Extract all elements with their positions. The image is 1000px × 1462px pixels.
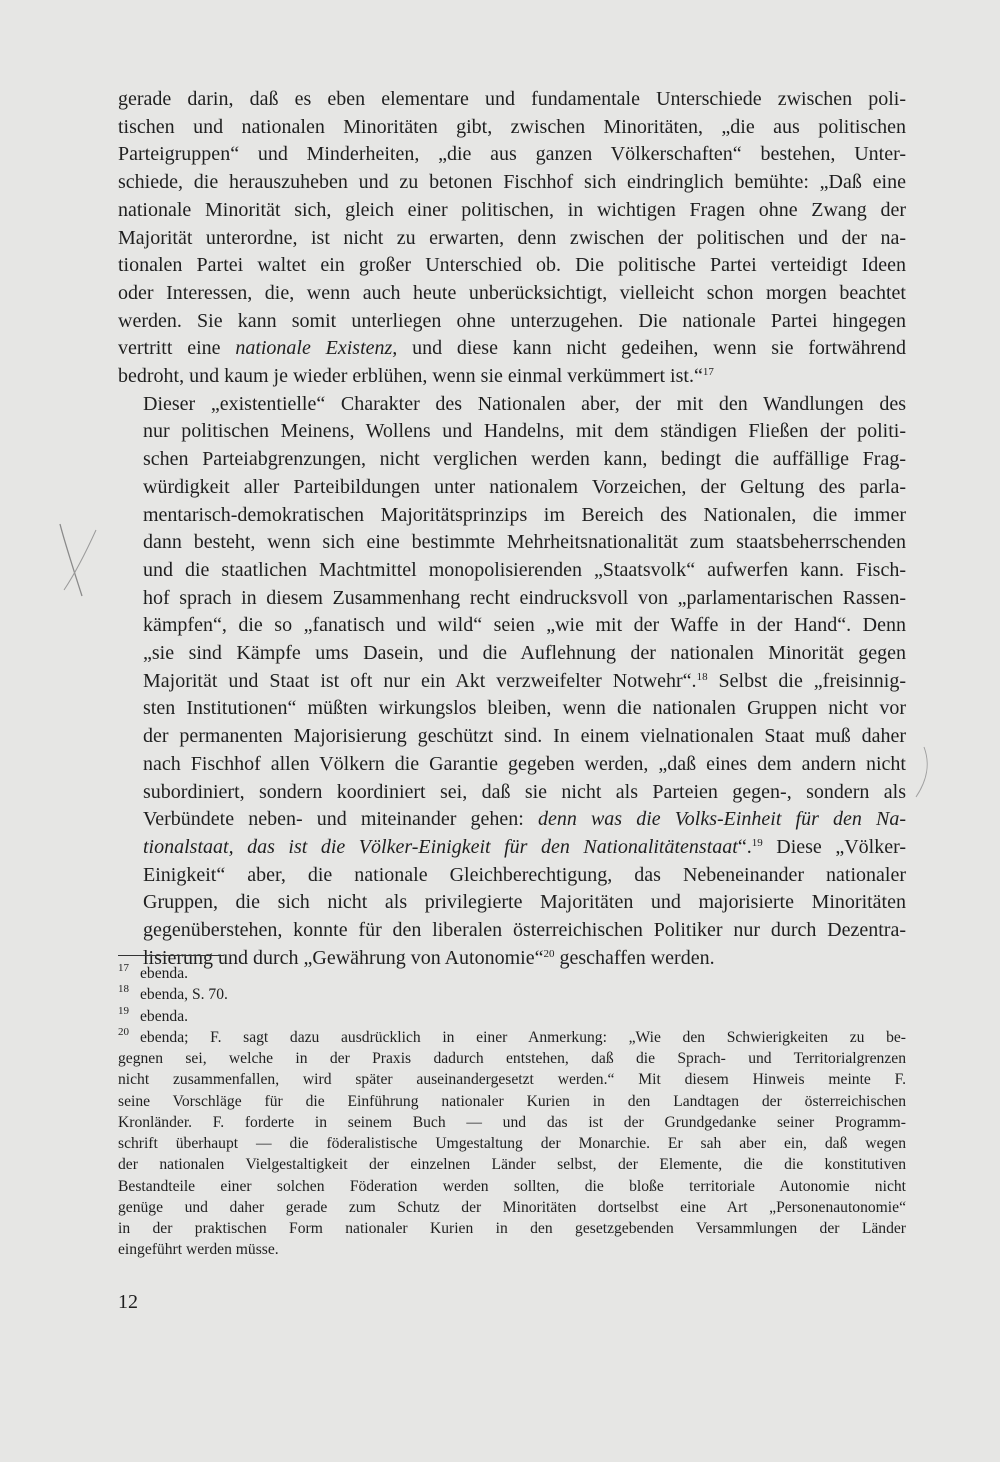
text-segment: Selbst die „freisinnig- bbox=[707, 669, 906, 692]
pencil-bracket-mark-icon bbox=[906, 745, 936, 805]
footnote-line: $^{18}$ ebenda, S. 70. bbox=[118, 983, 228, 1004]
footnote-line: nicht zusammenfallen, wird später auseinandergesetzt werden.“ Mit diesem Hinweis meinte F. bbox=[118, 1071, 906, 1089]
footnote-18 bbox=[118, 984, 906, 1005]
text-line bbox=[118, 806, 906, 834]
text-line: gerade darin, daß es eben elementare und fundamentale Unterschiede zwischen poli- bbox=[118, 88, 906, 110]
text-line: nur politischen Meinens, Wollens und Handelns, mit dem ständigen Fließen der politi- bbox=[143, 420, 906, 443]
text-line: schen Parteiabgrenzungen, nicht verglichen werden kann, bedingt die auffällige Frag- bbox=[143, 448, 906, 471]
footnote-19 bbox=[118, 1006, 906, 1027]
text-line: schiede, die herauszuheben und zu betonen Fischhof sich eindringlich bemühte: „Daß eine bbox=[118, 171, 906, 194]
footnote-text: ebenda; F. sagt dazu ausdrücklich in einer Anmerkung: „Wie den Schwierigkeiten zu be- bbox=[140, 1028, 906, 1046]
footnote-line: schrift überhaupt — die föderalistische Umgestaltung der Monarchie. Er sah aber ein, daß wegen bbox=[118, 1135, 906, 1152]
paragraph-2 bbox=[118, 391, 906, 973]
footnote-line: $^{20}$ ebenda; F. sagt dazu ausdrücklich in einer Anmerkung: „Wie den Schwierigkeiten zu be- bbox=[118, 1025, 906, 1046]
footnote-line: gegnen sei, welche in der Praxis dadurch entstehen, daß die Sprach- und Territorialgrenzen bbox=[118, 1050, 906, 1067]
text-line: Dieser „existentielle“ Charakter des Nationalen aber, der mit den Wandlungen des bbox=[143, 392, 906, 415]
footnote-text: ebenda, S. 70. bbox=[140, 986, 228, 1004]
text-line: „sie sind Kämpfe ums Dasein, und die Auflehnung der nationalen Minorität gegen bbox=[143, 642, 906, 665]
footnote-line: in der praktischen Form nationaler Kurien in den gesetzgebenden Versammlungen der Länder bbox=[118, 1220, 906, 1237]
footnote-ref-19: 19 bbox=[751, 836, 763, 849]
footnote-ref-20: 20 bbox=[543, 947, 555, 960]
text-line: tionalen Partei waltet ein großer Unterschied ob. Die politische Partei verteidigt Ideen bbox=[118, 254, 906, 277]
text-line: subordiniert, sondern koordiniert sei, daß sie nicht als Parteien gegen-, sondern als bbox=[143, 780, 906, 803]
footnote-text: ebenda. bbox=[140, 965, 189, 982]
text-line: nach Fischhof allen Völkern die Garantie gegeben werden, „daß eines dem andern nicht bbox=[143, 752, 906, 775]
emphasis-text: nationale Existenz, bbox=[235, 337, 398, 360]
text-line: würdigkeit aller Parteibildungen unter nationalem Vorzeichen, der Geltung des parla- bbox=[143, 475, 906, 498]
text-line: tischen und nationalen Minoritäten gibt, zwischen Minoritäten, „die aus politischen bbox=[118, 115, 906, 138]
main-text bbox=[118, 86, 906, 973]
pencil-x-mark-icon bbox=[52, 520, 102, 600]
text-line: gegenüberstehen, konnte für den liberalen österreichischen Politiker nur durch Dezentra- bbox=[143, 919, 906, 942]
page-number: 12 bbox=[118, 1291, 138, 1313]
footnote-line: $^{19}$ ebenda. bbox=[118, 1004, 189, 1025]
text-line: kämpfen“, die so „fanatisch und wild“ seien „wie mit der Waffe in der Hand“. Denn bbox=[143, 614, 906, 637]
text-line: sten Institutionen“ müßten wirkungslos bleiben, wenn die nationalen Gruppen nicht vor bbox=[143, 697, 906, 720]
text-line: dann besteht, wenn sich eine bestimmte Mehrheitsnationalität zum staatsbeherrschenden bbox=[143, 531, 906, 554]
text-line: werden. Sie kann somit unterliegen ohne unterzugehen. Die nationale Partei hingegen bbox=[118, 309, 906, 332]
footnote-line: der nationalen Vielgestaltigkeit der einzelnen Länder selbst, der Elemente, die die konstitutiven bbox=[118, 1156, 906, 1174]
footnote-20 bbox=[118, 1027, 906, 1261]
footnote-ref-18: 18 bbox=[696, 670, 708, 683]
footnote-line: genüge und daher gerade zum Schutz der Minoritäten dortselbst eine Art „Personenautonomie“ bbox=[118, 1198, 906, 1216]
text-line: oder Interessen, die, wenn auch heute unberücksichtigt, vielleicht schon morgen beachtet bbox=[118, 281, 906, 304]
text-line bbox=[118, 335, 906, 363]
footnote-line: Bestandteile einer solchen Föderation werden sollten, die bloße territoriale Autonomie nicht bbox=[118, 1177, 906, 1195]
footnote-ref-17: 17 bbox=[702, 366, 714, 379]
text-line bbox=[118, 363, 906, 391]
text-segment: “. bbox=[737, 835, 752, 858]
text-line: Parteigruppen“ und Minderheiten, „die aus ganzen Völkerschaften“ bestehen, Unter- bbox=[118, 143, 906, 166]
text-line: und die staatlichen Machtmittel monopolisierenden „Staatsvolk“ aufwerfen kann. Fisch- bbox=[143, 558, 906, 581]
text-segment: lisierung und durch „Gewährung von Autonomie“ bbox=[143, 946, 544, 969]
footnote-divider bbox=[118, 955, 224, 956]
footnote-line: Kronländer. F. forderte in seinem Buch — und das ist der Grundgedanke seiner Programm- bbox=[118, 1113, 906, 1131]
footnote-line: eingeführt werden müsse. bbox=[118, 1241, 279, 1259]
text-line: Gruppen, die sich nicht als privilegierte Majoritäten und majorisierte Minoritäten bbox=[143, 891, 906, 914]
footnote-line: $^{17}$ ebenda. bbox=[118, 962, 189, 982]
footnote-line: seine Vorschläge für die Einführung nationaler Kurien in den Landtagen der österreichischen bbox=[118, 1092, 906, 1110]
footnote-text: ebenda. bbox=[140, 1007, 189, 1025]
text-segment: vertritt eine bbox=[118, 337, 236, 360]
text-line bbox=[118, 834, 906, 862]
text-line: nationale Minorität sich, gleich einer politischen, in wichtigen Fragen ohne Zwang der bbox=[118, 198, 906, 221]
text-line: Einigkeit“ aber, die nationale Gleichberechtigung, das Nebeneinander nationaler bbox=[143, 863, 906, 886]
paragraph-1 bbox=[118, 86, 906, 391]
text-segment: bedroht, und kaum je wieder erblühen, wenn sie einmal verkümmert ist.“ bbox=[118, 365, 703, 388]
text-segment: und diese kann nicht gedeihen, wenn sie fortwährend bbox=[397, 337, 907, 360]
text-line: der permanenten Majorisierung geschützt sind. In einem vielnationalen Staat muß daher bbox=[143, 725, 906, 748]
text-line: hof sprach in diesem Zusammenhang recht eindrucksvoll von „parlamentarischen Rassen- bbox=[143, 586, 906, 609]
text-segment: Verbündete neben- und miteinander gehen: bbox=[143, 808, 538, 831]
text-line: Majorität unterordne, ist nicht zu erwarten, denn zwischen der politischen und der na- bbox=[118, 226, 906, 249]
footnote-17 bbox=[118, 963, 906, 984]
emphasis-text: tionalstaat, das ist die Völker-Einigkeit für den Nationalitätenstaat bbox=[143, 835, 738, 858]
text-segment: Majorität und Staat ist oft nur ein Akt verzweifelter Notwehr“. bbox=[143, 669, 697, 692]
text-line bbox=[118, 668, 906, 696]
text-segment: geschaffen werden. bbox=[554, 946, 715, 969]
footnotes bbox=[118, 963, 906, 1261]
text-segment: Diese „Völker- bbox=[762, 835, 906, 858]
emphasis-text: denn was die Volks-Einheit für den Na- bbox=[537, 808, 906, 831]
text-line: mentarisch-demokratischen Majoritätsprinzips im Bereich des Nationalen, die immer bbox=[143, 503, 906, 526]
